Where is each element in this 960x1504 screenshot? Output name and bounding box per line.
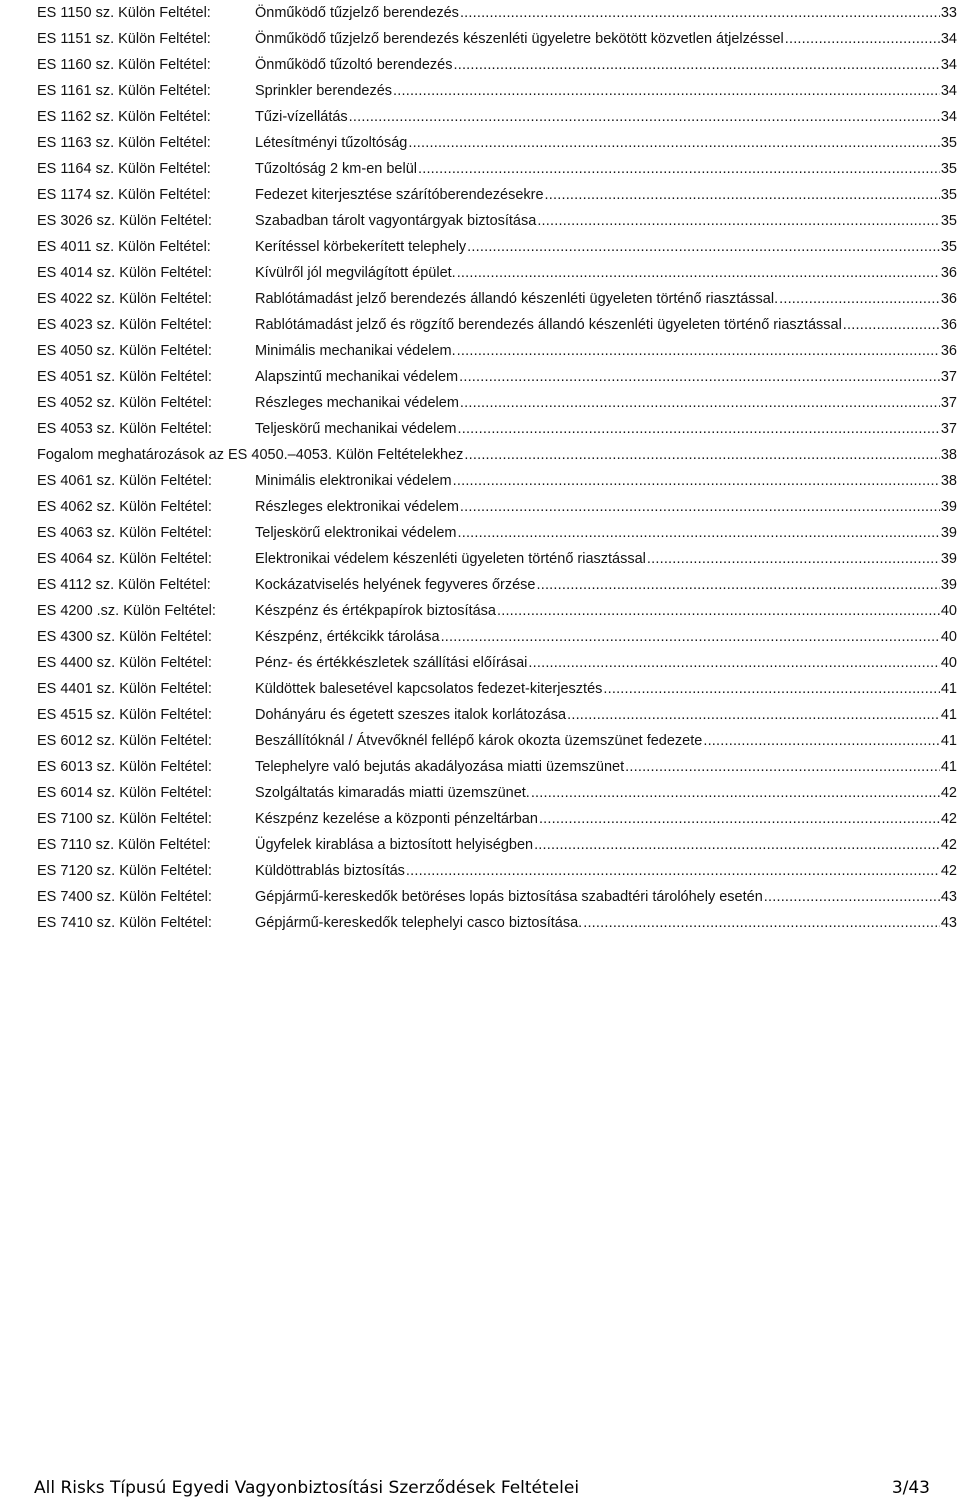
toc-entry-code: ES 4051 sz. Külön Feltétel:: [37, 369, 212, 385]
toc-entry-title: Ügyfelek kirablása a biztosított helyiségben: [255, 837, 534, 853]
toc-entry-code: ES 1150 sz. Külön Feltétel:: [37, 5, 211, 21]
toc-entry-title: Rablótámadást jelző berendezés állandó készenléti ügyeleten történő riasztással.: [255, 291, 779, 307]
toc-entry-title: Beszállítóknál / Átvevőknél fellépő károk okozta üzemszünet fedezete: [255, 733, 703, 749]
toc-entry[interactable]: [37, 442, 957, 468]
toc-entry-title: Önműködő tűzoltó berendezés: [255, 57, 453, 73]
toc-entry-page-number: 34: [940, 57, 957, 73]
toc-entry-page-number: 42: [940, 811, 957, 827]
dot-leader: [457, 338, 940, 364]
toc-entry-code: ES 4515 sz. Külön Feltétel:: [37, 707, 212, 723]
toc-entry[interactable]: [37, 208, 957, 234]
toc-entry-code: ES 1160 sz. Külön Feltétel:: [37, 57, 211, 73]
toc-entry[interactable]: [37, 234, 957, 260]
toc-entry-title: Készpénz és értékpapírok biztosítása: [255, 603, 496, 619]
toc-entry-page-number: 39: [940, 551, 957, 567]
toc-entry[interactable]: [37, 52, 957, 78]
dot-leader: [458, 416, 940, 442]
toc-entry-page-number: 38: [940, 447, 957, 463]
toc-entry-code: ES 4200 .sz. Külön Feltétel:: [37, 603, 216, 619]
toc-entry-page-number: 41: [940, 707, 957, 723]
toc-entry[interactable]: [37, 676, 957, 702]
dot-leader: [764, 884, 940, 910]
dot-leader: [349, 104, 940, 130]
toc-entry[interactable]: [37, 832, 957, 858]
dot-leader: [460, 494, 940, 520]
toc-entry-code: ES 4063 sz. Külön Feltétel:: [37, 525, 212, 541]
toc-entry[interactable]: [37, 364, 957, 390]
dot-leader: [603, 676, 939, 702]
toc-entry[interactable]: [37, 390, 957, 416]
toc-entry-title: Készpénz kezelése a központi pénzeltárban: [255, 811, 538, 827]
toc-entry-code: ES 1162 sz. Külön Feltétel:: [37, 109, 211, 125]
dot-leader: [458, 520, 940, 546]
toc-entry-title: Létesítményi tűzoltóság: [255, 135, 408, 151]
toc-entry-code: ES 4050 sz. Külön Feltétel:: [37, 343, 212, 359]
toc-entry-code: ES 4400 sz. Külön Feltétel:: [37, 655, 212, 671]
dot-leader: [460, 390, 940, 416]
toc-entry-title: Tűzi-vízellátás: [255, 109, 348, 125]
dot-leader: [441, 624, 940, 650]
dot-leader: [528, 650, 939, 676]
toc-entry-title: Szabadban tárolt vagyontárgyak biztosítása: [255, 213, 537, 229]
dot-leader: [460, 0, 940, 26]
dot-leader: [703, 728, 940, 754]
toc-entry-title: Fedezet kiterjesztése szárítóberendezésekre: [255, 187, 544, 203]
dot-leader: [406, 858, 940, 884]
toc-entry-title: Teljeskörű elektronikai védelem: [255, 525, 457, 541]
dot-leader: [779, 286, 940, 312]
toc-entry[interactable]: [37, 494, 957, 520]
toc-entry-code: ES 4023 sz. Külön Feltétel:: [37, 317, 212, 333]
toc-entry-code: ES 6013 sz. Külön Feltétel:: [37, 759, 212, 775]
toc-entry[interactable]: [37, 780, 957, 806]
toc-entry-code: ES 4112 sz. Külön Feltétel:: [37, 577, 211, 593]
toc-entry-title: Teljeskörű mechanikai védelem: [255, 421, 457, 437]
toc-entry-page-number: 35: [940, 239, 957, 255]
toc-entry-code: ES 7120 sz. Külön Feltétel:: [37, 863, 212, 879]
dot-leader: [545, 182, 940, 208]
toc-entry-code: ES 7410 sz. Külön Feltétel:: [37, 915, 212, 931]
toc-entry-title: Telephelyre való bejutás akadályozása miatti üzemszünet: [255, 759, 625, 775]
toc-entry-code: ES 4061 sz. Külön Feltétel:: [37, 473, 212, 489]
dot-leader: [459, 364, 940, 390]
toc-entry-page-number: 36: [940, 317, 957, 333]
toc-entry-title: Minimális mechanikai védelem.: [255, 343, 456, 359]
toc-entry[interactable]: [37, 806, 957, 832]
toc-entry-title: Részleges mechanikai védelem: [255, 395, 459, 411]
toc-entry[interactable]: [37, 858, 957, 884]
toc-entry-title: Kerítéssel körbekerített telephely: [255, 239, 467, 255]
toc-entry[interactable]: [37, 26, 957, 52]
dot-leader: [467, 234, 940, 260]
toc-entry[interactable]: [37, 702, 957, 728]
toc-entry-code: ES 1161 sz. Külön Feltétel:: [37, 83, 211, 99]
toc-entry-page-number: 37: [940, 421, 957, 437]
toc-entry-page-number: 35: [940, 213, 957, 229]
toc-entry-page-number: 42: [940, 863, 957, 879]
toc-entry-title: Kívülről jól megvilágított épület.: [255, 265, 456, 281]
toc-entry-page-number: 43: [940, 915, 957, 931]
toc-entry[interactable]: [37, 0, 957, 26]
toc-entry[interactable]: [37, 156, 957, 182]
toc-entry[interactable]: [37, 520, 957, 546]
toc-entry-title: Önműködő tűzjelző berendezés készenléti ügyeletre bekötött közvetlen átjelzéssel: [255, 31, 784, 47]
toc-entry-code: ES 4052 sz. Külön Feltétel:: [37, 395, 212, 411]
dot-leader: [539, 806, 940, 832]
toc-entry-code: ES 7400 sz. Külön Feltétel:: [37, 889, 212, 905]
toc-entry[interactable]: [37, 338, 957, 364]
toc-entry[interactable]: [37, 260, 957, 286]
toc-entry-code: ES 1164 sz. Külön Feltétel:: [37, 161, 211, 177]
footer-page-number: 3/43: [891, 1478, 930, 1498]
toc-entry-title: Gépjármű-kereskedők betöréses lopás biztosítása szabadtéri tárolóhely esetén: [255, 889, 763, 905]
toc-entry[interactable]: [37, 312, 957, 338]
dot-leader: [625, 754, 940, 780]
toc-entry-title: Önműködő tűzjelző berendezés: [255, 5, 459, 21]
toc-entry-code: ES 6014 sz. Külön Feltétel:: [37, 785, 212, 801]
toc-entry[interactable]: [37, 910, 957, 936]
toc-entry-code: ES 4300 sz. Külön Feltétel:: [37, 629, 212, 645]
dot-leader: [843, 312, 940, 338]
footer-document-title: All Risks Típusú Egyedi Vagyonbiztosítási Szerződések Feltételei: [34, 1478, 580, 1498]
dot-leader: [457, 260, 940, 286]
toc-entry[interactable]: [37, 572, 957, 598]
toc-entry-title: Sprinkler berendezés: [255, 83, 393, 99]
toc-entry-page-number: 41: [940, 681, 957, 697]
dot-leader: [537, 208, 940, 234]
toc-entry-title: Gépjármű-kereskedők telephelyi casco biztosítása.: [255, 915, 583, 931]
toc-entry-page-number: 40: [940, 655, 957, 671]
table-of-contents: [37, 0, 957, 936]
toc-entry-page-number: 34: [940, 109, 957, 125]
toc-entry-title: Alapszintű mechanikai védelem: [255, 369, 459, 385]
toc-entry-page-number: 36: [940, 291, 957, 307]
toc-entry-code: ES 4053 sz. Külön Feltétel:: [37, 421, 212, 437]
dot-leader: [453, 468, 940, 494]
toc-entry-code: ES 7110 sz. Külön Feltétel:: [37, 837, 211, 853]
toc-entry-code: ES 1151 sz. Külön Feltétel:: [37, 31, 211, 47]
toc-entry-page-number: 37: [940, 369, 957, 385]
toc-entry-title: Kockázatviselés helyének fegyveres őrzése: [255, 577, 536, 593]
toc-entry-page-number: 42: [940, 785, 957, 801]
toc-entry-title: Küldöttrablás biztosítás: [255, 863, 405, 879]
dot-leader: [534, 832, 940, 858]
toc-entry-title: Részleges elektronikai védelem: [255, 499, 459, 515]
toc-entry[interactable]: [37, 104, 957, 130]
toc-entry-code: ES 1174 sz. Külön Feltétel:: [37, 187, 211, 203]
toc-entry-code: ES 7100 sz. Külön Feltétel:: [37, 811, 212, 827]
dot-leader: [536, 572, 939, 598]
toc-entry-page-number: 35: [940, 161, 957, 177]
dot-leader: [567, 702, 940, 728]
toc-entry[interactable]: [37, 754, 957, 780]
toc-entry-code: ES 4014 sz. Külön Feltétel:: [37, 265, 212, 281]
toc-entry-page-number: 41: [940, 759, 957, 775]
toc-entry-page-number: 38: [940, 473, 957, 489]
dot-leader: [408, 130, 940, 156]
toc-entry-page-number: 41: [940, 733, 957, 749]
dot-leader: [393, 78, 940, 104]
toc-entry-page-number: 40: [940, 629, 957, 645]
toc-entry-title: Pénz- és értékkészletek szállítási előírásai: [255, 655, 528, 671]
toc-entry[interactable]: [37, 130, 957, 156]
toc-entry-page-number: 37: [940, 395, 957, 411]
toc-entry-title: Rablótámadást jelző és rögzítő berendezés állandó készenléti ügyeleten történő riasztással: [255, 317, 842, 333]
toc-entry-code: ES 4011 sz. Külön Feltétel:: [37, 239, 211, 255]
toc-entry-page-number: 33: [940, 5, 957, 21]
toc-entry-page-number: 39: [940, 499, 957, 515]
toc-entry-title: Szolgáltatás kimaradás miatti üzemszünet.: [255, 785, 530, 801]
toc-entry[interactable]: [37, 728, 957, 754]
toc-entry-code: ES 4022 sz. Külön Feltétel:: [37, 291, 212, 307]
toc-entry-page-number: 34: [940, 31, 957, 47]
toc-entry-page-number: 42: [940, 837, 957, 853]
toc-entry-page-number: 35: [940, 135, 957, 151]
toc-entry-page-number: 40: [940, 603, 957, 619]
toc-entry-title: Minimális elektronikai védelem: [255, 473, 452, 489]
toc-entry-title: Fogalom meghatározások az ES 4050.–4053. Külön Feltételekhez: [37, 447, 464, 463]
toc-entry[interactable]: [37, 624, 957, 650]
dot-leader: [454, 52, 940, 78]
toc-entry-title: Dohányáru és égetett szeszes italok korlátozása: [255, 707, 567, 723]
toc-entry[interactable]: [37, 884, 957, 910]
toc-entry-title: Készpénz, értékcikk tárolása: [255, 629, 440, 645]
toc-entry-page-number: 36: [940, 265, 957, 281]
toc-entry-code: ES 4401 sz. Külön Feltétel:: [37, 681, 212, 697]
toc-entry-title: Küldöttek balesetével kapcsolatos fedezet-kiterjesztés: [255, 681, 603, 697]
toc-entry-page-number: 43: [940, 889, 957, 905]
toc-entry-page-number: 39: [940, 525, 957, 541]
dot-leader: [583, 910, 940, 936]
toc-entry-code: ES 3026 sz. Külön Feltétel:: [37, 213, 212, 229]
dot-leader: [647, 546, 940, 572]
toc-entry[interactable]: [37, 650, 957, 676]
toc-entry-title: Elektronikai védelem készenléti ügyeleten történő riasztással: [255, 551, 646, 567]
toc-entry-page-number: 36: [940, 343, 957, 359]
toc-entry[interactable]: [37, 416, 957, 442]
toc-entry[interactable]: [37, 182, 957, 208]
toc-entry[interactable]: [37, 286, 957, 312]
toc-entry-code: ES 1163 sz. Külön Feltétel:: [37, 135, 211, 151]
toc-entry[interactable]: [37, 598, 957, 624]
toc-entry-title: Tűzoltóság 2 km-en belül: [255, 161, 417, 177]
dot-leader: [785, 26, 940, 52]
toc-entry-code: ES 4064 sz. Külön Feltétel:: [37, 551, 212, 567]
page-footer: [34, 1472, 930, 1504]
toc-entry[interactable]: [37, 78, 957, 104]
toc-entry[interactable]: [37, 468, 957, 494]
toc-entry-code: ES 4062 sz. Külön Feltétel:: [37, 499, 212, 515]
toc-entry-code: ES 6012 sz. Külön Feltétel:: [37, 733, 212, 749]
dot-leader: [464, 442, 939, 468]
toc-entry-page-number: 35: [940, 187, 957, 203]
dot-leader: [531, 780, 940, 806]
dot-leader: [418, 156, 940, 182]
toc-entry-page-number: 34: [940, 83, 957, 99]
toc-entry[interactable]: [37, 546, 957, 572]
toc-entry-page-number: 39: [940, 577, 957, 593]
dot-leader: [497, 598, 940, 624]
